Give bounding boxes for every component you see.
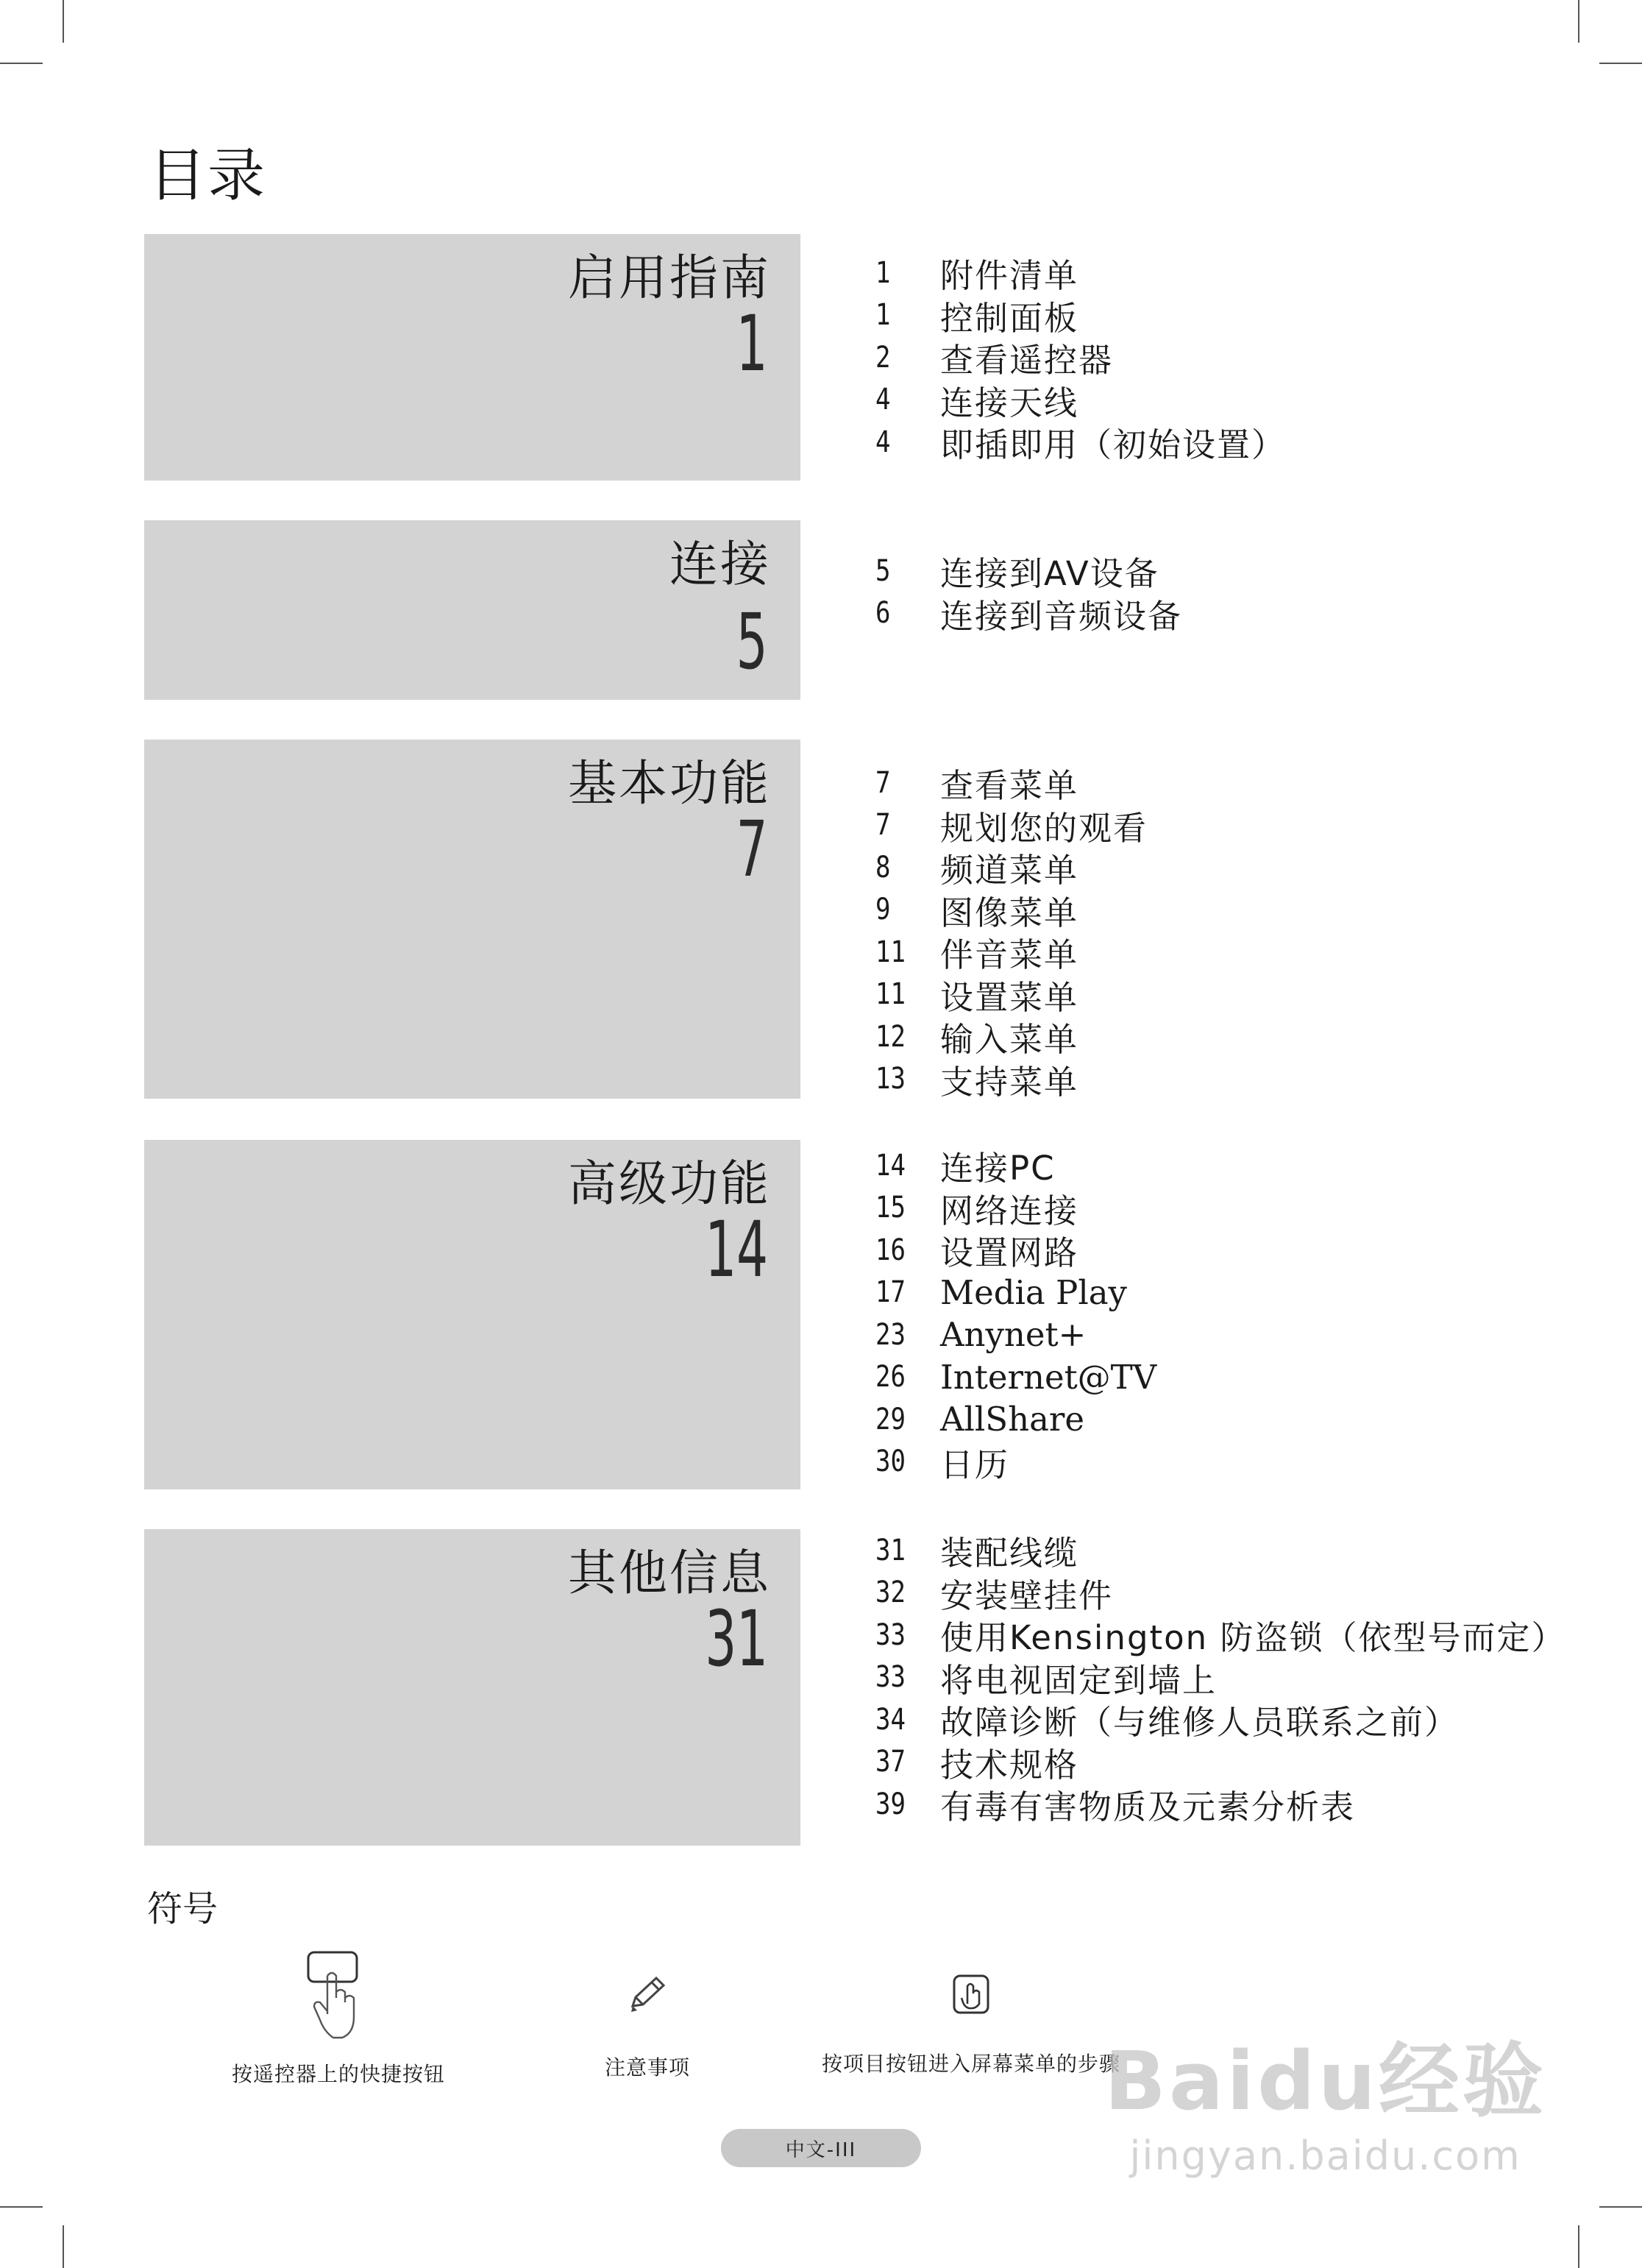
toc-entry-text[interactable]: 规划您的观看 xyxy=(940,808,1148,848)
section-title: 基本功能 xyxy=(568,755,771,812)
toc-entry-text[interactable]: 日历 xyxy=(940,1445,1010,1484)
symbol-note xyxy=(574,1972,721,2081)
section-page-number: 31 xyxy=(705,1594,768,1684)
toc-list xyxy=(875,1144,1156,1483)
toc-entry-text[interactable]: 设置网路 xyxy=(940,1233,1079,1273)
page-title: 目录 xyxy=(149,143,267,209)
toc-entry-text[interactable]: 装配线缆 xyxy=(940,1534,1079,1573)
crop-mark xyxy=(0,2206,43,2208)
toc-page-num: 32 xyxy=(875,1576,906,1610)
toc-item[interactable] xyxy=(875,1314,1156,1356)
section-page-number: 7 xyxy=(736,804,768,894)
toc-item[interactable] xyxy=(875,1398,1156,1441)
toc-entry-text[interactable]: Anynet+ xyxy=(940,1315,1087,1355)
toc-page-num: 1 xyxy=(875,298,891,333)
toc-section-getting-started xyxy=(144,234,1616,481)
toc-item[interactable] xyxy=(875,336,1286,379)
toc-page-num: 30 xyxy=(875,1445,906,1479)
toc-list xyxy=(875,762,1148,1100)
toc-page-num: 8 xyxy=(875,850,891,885)
toc-item[interactable] xyxy=(875,1529,1566,1572)
toc-page-num: 34 xyxy=(875,1702,906,1737)
toc-item[interactable] xyxy=(875,252,1286,294)
toc-page-num: 5 xyxy=(875,553,891,588)
toc-item[interactable] xyxy=(875,1058,1148,1101)
toc-entry-text[interactable]: 连接PC xyxy=(940,1149,1056,1188)
toc-page-num: 2 xyxy=(875,340,891,375)
section-title: 启用指南 xyxy=(568,249,771,306)
toc-entry-text[interactable]: 即插即用（初始设置） xyxy=(940,425,1287,465)
toc-entry-text[interactable]: 支持菜单 xyxy=(940,1062,1079,1102)
toc-item[interactable] xyxy=(875,294,1286,337)
toc-page-num: 1 xyxy=(875,255,891,290)
toc-section-basic-features xyxy=(144,740,1616,1102)
toc-item[interactable] xyxy=(875,846,1148,889)
crop-mark xyxy=(63,2225,64,2268)
toc-entry-text[interactable]: 图像菜单 xyxy=(940,893,1079,932)
toc-entry-text[interactable]: AllShare xyxy=(940,1400,1085,1439)
toc-section-connections xyxy=(144,520,1616,700)
toc-entry-text[interactable]: 输入菜单 xyxy=(940,1020,1079,1060)
toc-page-num: 26 xyxy=(875,1360,906,1395)
crop-mark xyxy=(0,63,43,64)
toc-item[interactable] xyxy=(875,1783,1566,1826)
toc-page-num: 29 xyxy=(875,1402,906,1436)
toc-page-num: 12 xyxy=(875,1019,906,1054)
section-page-number: 14 xyxy=(705,1205,768,1294)
symbols-heading: 符号 xyxy=(147,1888,218,1929)
section-box xyxy=(144,1529,800,1846)
toc-entry-text[interactable]: 伴音菜单 xyxy=(940,935,1079,975)
toc-item[interactable] xyxy=(875,592,1182,635)
toc-entry-text[interactable]: 查看菜单 xyxy=(940,766,1079,806)
toc-page-num: 31 xyxy=(875,1533,906,1567)
toc-item[interactable] xyxy=(875,421,1286,464)
toc-page-num: 14 xyxy=(875,1148,906,1183)
toc-entry-text[interactable]: 故障诊断（与维修人员联系之前） xyxy=(940,1703,1460,1743)
page-number-badge: 中文-III xyxy=(721,2129,921,2167)
crop-mark xyxy=(1578,0,1579,43)
toc-section-advanced-features xyxy=(144,1140,1616,1489)
toc-entry-text[interactable]: Internet@TV xyxy=(940,1357,1157,1397)
toc-item[interactable] xyxy=(875,1272,1156,1314)
toc-item[interactable] xyxy=(875,974,1148,1016)
toc-entry-text[interactable]: 技术规格 xyxy=(940,1745,1079,1785)
toc-list xyxy=(875,550,1182,634)
toc-entry-text[interactable]: Media Play xyxy=(940,1272,1127,1312)
section-page-number: 5 xyxy=(736,597,768,687)
toc-page-num: 33 xyxy=(875,1617,906,1652)
toc-page-num: 11 xyxy=(875,935,906,969)
crop-mark xyxy=(1599,2206,1642,2208)
toc-item[interactable] xyxy=(875,931,1148,974)
section-title: 其他信息 xyxy=(568,1545,771,1601)
toc-page-num: 37 xyxy=(875,1745,906,1779)
toc-item[interactable] xyxy=(875,1656,1566,1699)
symbol-remote-shortcut xyxy=(221,1946,456,2088)
crop-mark xyxy=(1578,2225,1579,2268)
toc-item[interactable] xyxy=(875,1698,1566,1741)
section-page-number: 1 xyxy=(736,299,768,389)
section-box xyxy=(144,740,800,1099)
toc-page-num: 6 xyxy=(875,596,891,631)
symbol-menu-steps xyxy=(817,1968,1126,2077)
watermark-logo-text: Baidu经验 xyxy=(1104,2034,1546,2128)
toc-page-num: 13 xyxy=(875,1062,906,1096)
toc-page-num: 4 xyxy=(875,425,891,459)
toc-entry-text[interactable]: 频道菜单 xyxy=(940,851,1079,890)
toc-page-num: 17 xyxy=(875,1275,906,1310)
toc-item[interactable] xyxy=(875,1229,1156,1272)
toc-item[interactable] xyxy=(875,1614,1566,1656)
baidu-watermark xyxy=(1104,2016,1546,2179)
toc-item[interactable] xyxy=(875,1741,1566,1784)
section-title: 连接 xyxy=(669,536,771,592)
toc-entry-text[interactable]: 设置菜单 xyxy=(940,977,1079,1017)
toc-entry-text[interactable]: 控制面板 xyxy=(940,298,1079,338)
toc-item[interactable] xyxy=(875,379,1286,422)
symbol-label: 按遥控器上的快捷按钮 xyxy=(231,2062,445,2086)
toc-item[interactable] xyxy=(875,1356,1156,1399)
watermark-url: jingyan.baidu.com xyxy=(1129,2133,1521,2179)
section-box xyxy=(144,234,800,481)
toc-page-num: 11 xyxy=(875,977,906,1012)
toc-item[interactable] xyxy=(875,1572,1566,1615)
toc-page-num: 7 xyxy=(875,765,891,800)
crop-mark xyxy=(63,0,64,43)
toc-entry-text[interactable]: 有毒有害物质及元素分析表 xyxy=(940,1787,1356,1827)
toc-item[interactable] xyxy=(875,889,1148,932)
toc-entry-text[interactable]: 连接天线 xyxy=(940,383,1079,422)
toc-item[interactable] xyxy=(875,1187,1156,1230)
toc-page-num: 15 xyxy=(875,1191,906,1225)
toc-entry-text[interactable]: 附件清单 xyxy=(940,256,1079,296)
toc-list xyxy=(875,252,1286,464)
symbol-label: 按项目按钮进入屏幕菜单的步骤 xyxy=(821,2052,1120,2076)
toc-item[interactable] xyxy=(875,1144,1156,1187)
toc-page-num: 4 xyxy=(875,383,891,417)
toc-entry-text[interactable]: 连接到AV设备 xyxy=(940,554,1159,594)
toc-item[interactable] xyxy=(875,1016,1148,1058)
toc-section-other-info xyxy=(144,1529,1616,1846)
toc-item[interactable] xyxy=(875,762,1148,804)
toc-page-num: 16 xyxy=(875,1233,906,1267)
toc-list xyxy=(875,1529,1566,1826)
section-box xyxy=(144,520,800,700)
section-title: 高级功能 xyxy=(568,1155,771,1212)
crop-mark xyxy=(1599,63,1642,64)
toc-entry-text[interactable]: 查看遥控器 xyxy=(940,341,1114,380)
toc-entry-text[interactable]: 将电视固定到墙上 xyxy=(940,1660,1218,1700)
toc-entry-text[interactable]: 连接到音频设备 xyxy=(940,596,1183,636)
remote-button-press-icon xyxy=(298,1946,379,2042)
hand-button-icon xyxy=(945,1968,997,2020)
toc-entry-text[interactable]: 网络连接 xyxy=(940,1191,1079,1230)
toc-entry-text[interactable]: 使用Kensington 防盗锁（依型号而定） xyxy=(940,1618,1566,1658)
symbol-label: 注意事项 xyxy=(604,2055,690,2080)
toc-item[interactable] xyxy=(875,550,1182,592)
toc-page-num: 23 xyxy=(875,1317,906,1352)
toc-item[interactable] xyxy=(875,804,1148,847)
pencil-note-icon xyxy=(625,1972,669,2016)
toc-item[interactable] xyxy=(875,1441,1156,1484)
toc-page-num: 33 xyxy=(875,1660,906,1695)
toc-page-num: 7 xyxy=(875,808,891,843)
toc-entry-text[interactable]: 安装壁挂件 xyxy=(940,1576,1114,1615)
section-box xyxy=(144,1140,800,1489)
toc-page-num: 9 xyxy=(875,893,891,927)
toc-page-num: 39 xyxy=(875,1787,906,1821)
